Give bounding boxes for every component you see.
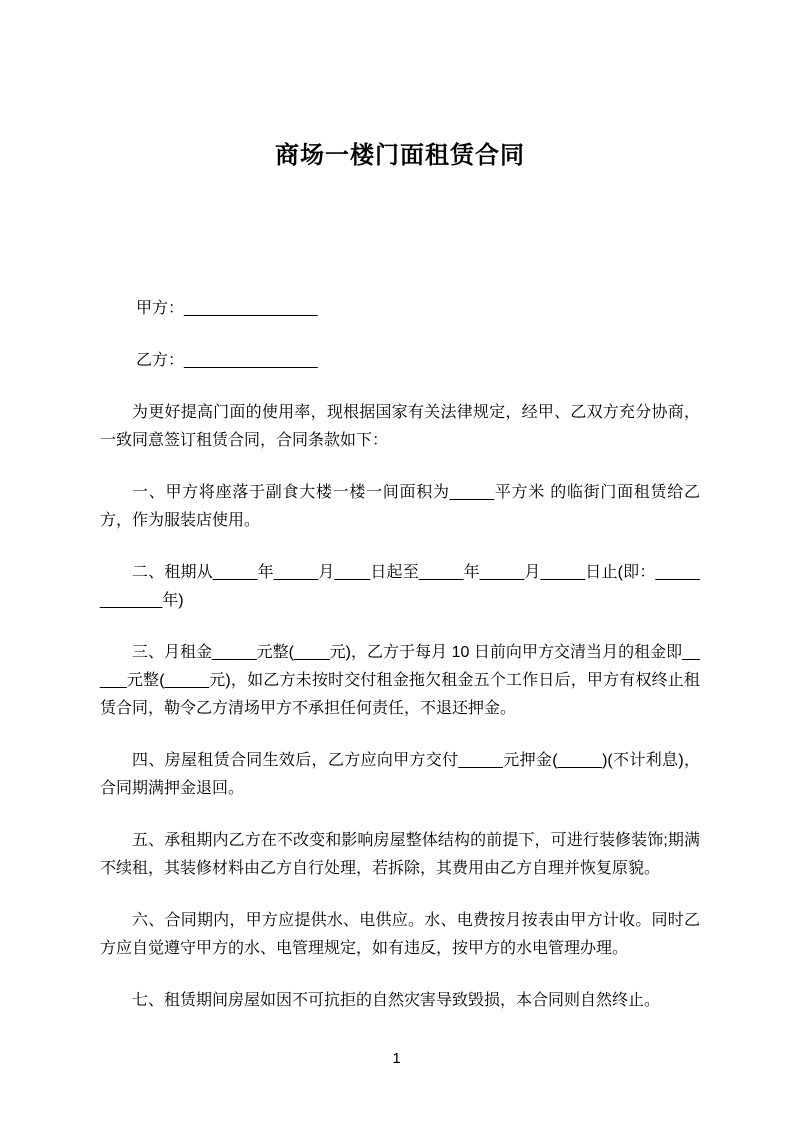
page-title: 商场一楼门面租赁合同: [275, 142, 525, 169]
clause-4: 四、房屋租赁合同生效后，乙方应向甲方交付_____元押金(_____)(不计利息)，合同期满押金退回。: [100, 752, 700, 797]
clause-7: 七、租赁期间房屋如因不可抗拒的自然灾害导致毁损，本合同则自然终止。: [132, 992, 661, 1009]
clause-5: 五、承租期内乙方在不改变和影响房屋整体结构的前提下，可进行装修装饰;期满不续租，其装修材料由乙方自行处理，若拆除，其费用由乙方自理并恢复原貌。: [100, 832, 700, 877]
intro-paragraph: 为更好提高门面的使用率，现根据国家有关法律规定，经甲、乙双方充分协商，一致同意签订租赁合同，合同条款如下：: [100, 404, 700, 449]
party-b-line: 乙方：_______________: [136, 352, 318, 369]
clause-2: 二、租期从_____年_____月____日起至_____年_____月_____日止(即：____________年): [100, 564, 700, 609]
clause-1: 一、甲方将座落于副食大楼一楼一间面积为_____平方米 的临街门面租赁给乙方，作为服装店使用。: [100, 484, 700, 529]
page-number: 1: [392, 1050, 401, 1067]
clause-3: 三、月租金_____元整(____元)，乙方于每月 10 日前向甲方交清当月的租金即_____元整(_____元)，如乙方未按时交付租金拖欠租金五个工作日后，甲方有权终止租赁合同，勒令乙方清场甲方不承担任何责任，不退还押金。: [100, 644, 700, 717]
party-a-line: 甲方：_______________: [136, 300, 318, 317]
clause-6: 六、合同期内，甲方应提供水、电供应。水、电费按月按表由甲方计收。同时乙方应自觉遵守甲方的水、电管理规定，如有违反，按甲方的水电管理办理。: [100, 912, 700, 957]
